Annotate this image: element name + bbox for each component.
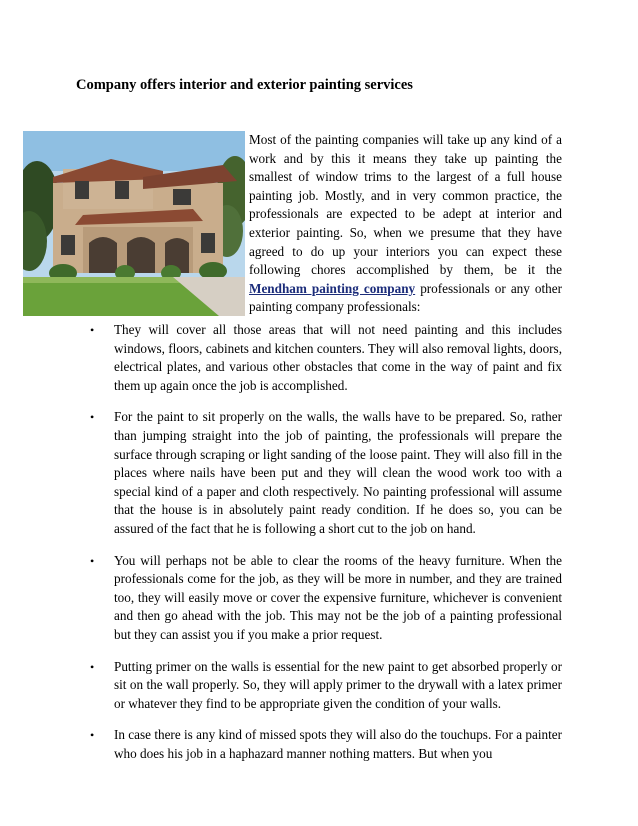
- list-item-text: They will cover all those areas that will not need painting and this includes windows, floors, cabinets and kitchen counters. They will also removal lights, doors, electrical plates, and various other obstacles that come in the way of paint and fix them up again once the job is accomplished.: [114, 322, 562, 393]
- list-item: [76, 726, 562, 763]
- intro-text-before-link: Most of the painting companies will take up any kind of a work and by this it means they take up painting the smallest of window trims to the largest of a full house painting job. Mostly, and in very common practice, the professionals are expected to be adept at interior and exterior painting. So, when we presume that they have agreed to do up your interiors you can expect these following chores accomplished by them, be it the: [249, 132, 562, 278]
- bullet-list: [76, 321, 562, 776]
- bullet-icon: •: [90, 410, 95, 425]
- document-title: Company offers interior and exterior painting services: [76, 77, 413, 93]
- list-item-text: You will perhaps not be able to clear the rooms of the heavy furniture. When the professionals come for the job, as they will be more in number, and they are trained too, they will easily move or cover the expensive furniture, whichever is convenient and then go ahead with the job. This may not be the job of a painting professional but they can assist you if you make a prior request.: [114, 552, 562, 642]
- list-item: [76, 658, 562, 714]
- bullet-icon: •: [90, 728, 95, 743]
- list-item-text: Putting primer on the walls is essential for the new paint to get absorbed properly or sit on the wall properly. So, they will apply primer to the drywall with a latex primer or whatever they find to be appropriate given the condition of your walls.: [114, 658, 562, 711]
- list-item-text: For the paint to sit properly on the walls, the walls have to be prepared. So, rather than jumping straight into the job of painting, the professionals will prepare the surface through scraping or light sanding of the loose paint. They will also fill in the places where nails have been put and they will clean the wood work too with a special kind of a paper and cloth respectively. No painting professional will assume that the house is in absolutely paint ready condition. If he does so, you can be assured of the fact that he is following a short cut to the job on hand.: [114, 409, 562, 536]
- house-photo: [23, 131, 245, 316]
- mendham-painting-company-link[interactable]: Mendham painting company: [249, 280, 416, 296]
- list-item: [76, 408, 562, 538]
- bullet-icon: •: [90, 553, 95, 568]
- list-item: [76, 552, 562, 645]
- list-item: [76, 321, 562, 395]
- bullet-icon: •: [90, 659, 95, 674]
- intro-text-after-link: professionals or any other painting company professionals:: [249, 280, 562, 315]
- intro-paragraph: [249, 131, 562, 317]
- bullet-icon: •: [90, 323, 95, 337]
- list-item-text: In case there is any kind of missed spots they will also do the touchups. For a painter who does his job in a haphazard manner nothing matters. But when you: [114, 727, 562, 761]
